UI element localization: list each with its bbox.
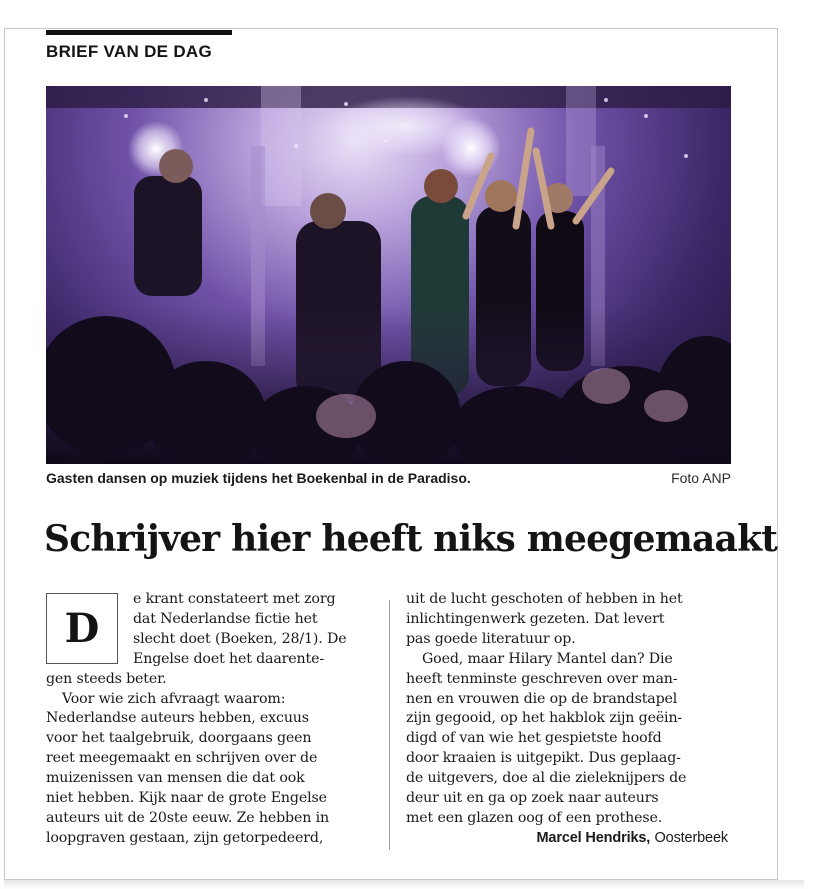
body-line: Nederlandse auteurs hebben, excuus bbox=[46, 710, 309, 727]
body-line: reet meegemaakt en schrijven over de bbox=[46, 750, 318, 767]
page-edge-shadow bbox=[4, 880, 804, 889]
body-line: Engelse doet het daarente- bbox=[133, 650, 324, 667]
body-line: nen en vrouwen die op de brandstapel bbox=[406, 690, 678, 707]
body-line: door kraaien is uitgepikt. Dus geplaag- bbox=[406, 750, 681, 767]
section-kicker: BRIEF VAN DE DAG bbox=[46, 42, 212, 61]
party-scene-image bbox=[46, 86, 731, 464]
author-name: Marcel Hendriks, bbox=[536, 829, 651, 846]
body-line: uit de lucht geschoten of hebben in het bbox=[406, 591, 683, 607]
body-line: pas goede literatuur op. bbox=[406, 630, 576, 647]
body-line: loopgraven gestaan, zijn getorpedeerd, bbox=[46, 829, 324, 846]
body-line: heeft tenminste geschreven over man- bbox=[406, 670, 678, 687]
body-line: auteurs uit de 20ste eeuw. Ze hebben in bbox=[46, 809, 329, 826]
body-line: de uitgevers, doe al die zieleknijpers de bbox=[406, 770, 687, 787]
body-line: muizenissen van mensen die dat ook bbox=[46, 770, 305, 787]
letter-signature bbox=[406, 829, 736, 849]
body-line: inlichtingenwerk gezeten. Dat levert bbox=[406, 610, 665, 627]
dropcap-letter: D bbox=[64, 605, 100, 652]
body-line: niet hebben. Kijk naar de grote Engelse bbox=[46, 790, 327, 807]
body-line: gen steeds beter. bbox=[46, 670, 167, 687]
photo-credit: Foto ANP bbox=[671, 470, 731, 486]
article-photo bbox=[46, 86, 731, 464]
body-line: met een glazen oog of een prothese. bbox=[406, 809, 663, 826]
body-line: zijn gegooid, op het hakblok zijn geëin- bbox=[406, 710, 683, 727]
body-line: e krant constateert met zorg bbox=[133, 591, 336, 607]
author-place: Oosterbeek bbox=[654, 829, 728, 846]
body-line: digd of van wie het gespietste hoofd bbox=[406, 730, 662, 747]
photo-caption: Gasten dansen op muziek tijdens het Boekenbal in de Paradiso. bbox=[46, 470, 471, 486]
body-line: Voor wie zich afvraagt waarom: bbox=[62, 690, 286, 707]
body-line: slecht doet (Boeken, 28/1). De bbox=[133, 630, 347, 647]
body-line: deur uit en ga op zoek naar auteurs bbox=[406, 790, 659, 807]
body-line: Goed, maar Hilary Mantel dan? Die bbox=[422, 650, 673, 667]
article-headline: Schrijver hier heeft niks meegemaakt bbox=[44, 518, 778, 560]
article-column-2 bbox=[406, 590, 736, 849]
column-divider bbox=[389, 600, 390, 850]
article-column-1 bbox=[46, 590, 376, 849]
body-line: voor het taalgebruik, doorgaans geen bbox=[46, 730, 312, 747]
body-line: dat Nederlandse fictie het bbox=[133, 610, 318, 627]
kicker-rule bbox=[46, 30, 232, 35]
